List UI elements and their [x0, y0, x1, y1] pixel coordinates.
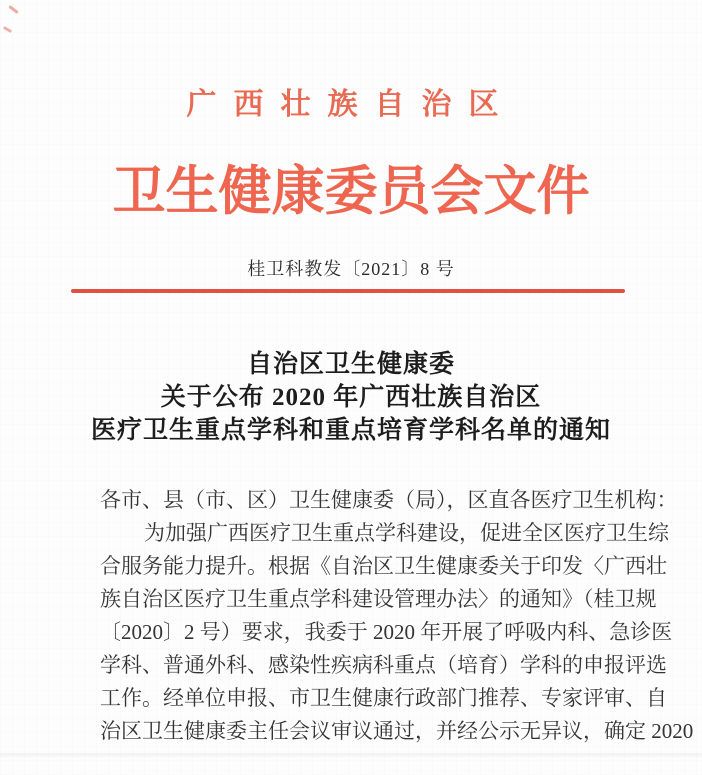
body-line: 学科、普通外科、感染性疾病科重点（培育）学科的申报评选: [100, 653, 667, 677]
letterhead-divider-rule: [71, 289, 625, 293]
scan-mark: [8, 5, 19, 14]
body-line: 治区卫生健康委主任会议审议通过，并经公示无异议，确定 2020: [100, 719, 694, 743]
body-line: 族自治区医疗卫生重点学科建设管理办法〉的通知》（桂卫规: [100, 587, 657, 611]
salutation-line: 各市、县（市、区）卫生健康委（局），区直各医疗卫生机构：: [100, 488, 678, 512]
notice-body: [100, 484, 694, 748]
body-line: 合服务能力提升。根据《自治区卫生健康委关于印发〈广西壮: [100, 554, 667, 578]
document-reference-number: 桂卫科教发〔2021〕8 号: [247, 259, 455, 279]
notice-title: [0, 348, 702, 447]
letterhead-agency-title: 卫生健康委员会文件: [112, 163, 590, 221]
page-bottom-scan-shadow: [0, 753, 702, 758]
body-line: 为加强广西医疗卫生重点学科建设，促进全区医疗卫生综: [144, 521, 669, 545]
notice-title-line-1: 自治区卫生健康委: [246, 351, 455, 378]
scan-mark: [3, 26, 12, 33]
body-line: 〔2020〕2 号）要求，我委于 2020 年开展了呼吸内科、急诊医: [100, 620, 673, 644]
letterhead-region-title: 广西壮族自治区: [186, 88, 516, 121]
notice-title-line-2: 关于公布 2020 年广西壮族自治区: [160, 384, 542, 411]
notice-title-line-3: 医疗卫生重点学科和重点培育学科名单的通知: [90, 417, 611, 444]
body-line: 工作。经单位申报、市卫生健康行政部门推荐、专家评审、自: [100, 686, 667, 710]
